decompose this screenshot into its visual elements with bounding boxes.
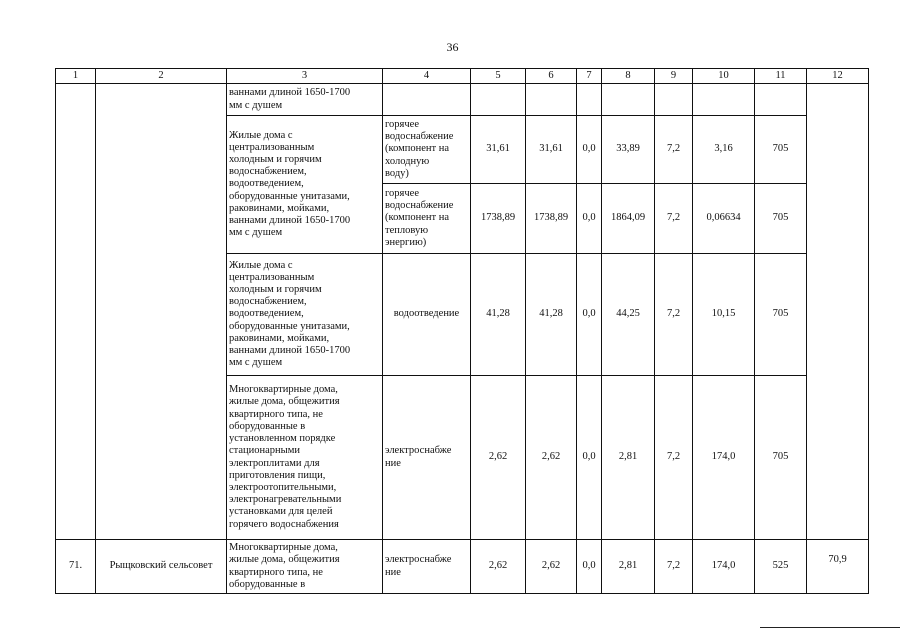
value-cell: 2,62 (526, 376, 577, 540)
description-cell: Многоквартирные дома, жилые дома, общежития квартирного типа, не оборудованные в установленном порядке стационарными электроплитами для приготовления пищи, электроотопительными, электронагревательными установками для целей горячего водоснабжения (227, 376, 383, 540)
settlement-cell: Рыщковский сельсовет (96, 540, 227, 594)
value-cell: 31,61 (471, 116, 526, 184)
header-cell: 12 (807, 69, 869, 84)
value-cell: 7,2 (655, 540, 693, 594)
resource-cell: электроснабже ние (383, 376, 471, 540)
value-cell: 0,0 (577, 376, 602, 540)
value-cell: 2,62 (471, 540, 526, 594)
value-cell: 2,81 (602, 376, 655, 540)
value-cell: 33,89 (602, 116, 655, 184)
value-cell: 1738,89 (526, 184, 577, 254)
header-cell: 7 (577, 69, 602, 84)
header-cell: 1 (56, 69, 96, 84)
value-cell: 2,62 (526, 540, 577, 594)
header-cell: 3 (227, 69, 383, 84)
value-cell: 0,0 (577, 254, 602, 376)
row-number-cell (56, 84, 96, 540)
tariff-table (55, 68, 869, 594)
col12-cell (807, 84, 869, 540)
row-number-cell: 71. (56, 540, 96, 594)
header-row (56, 69, 869, 84)
resource-cell: водоотведение (383, 254, 471, 376)
value-cell: 41,28 (471, 254, 526, 376)
value-cell: 0,0 (577, 184, 602, 254)
value-cell: 7,2 (655, 116, 693, 184)
value-cell: 705 (755, 254, 807, 376)
header-cell: 10 (693, 69, 755, 84)
header-cell: 9 (655, 69, 693, 84)
value-cell: 70,9 (807, 540, 869, 594)
value-cell: 31,61 (526, 116, 577, 184)
table-row (56, 540, 869, 594)
header-cell: 8 (602, 69, 655, 84)
header-cell: 4 (383, 69, 471, 84)
value-cell: 0,06634 (693, 184, 755, 254)
page-number: 36 (446, 40, 459, 54)
value-cell: 7,2 (655, 254, 693, 376)
value-cell: 525 (755, 540, 807, 594)
value-cell: 0,0 (577, 540, 602, 594)
value-cell: 1864,09 (602, 184, 655, 254)
value-cell: 3,16 (693, 116, 755, 184)
description-cell: Жилые дома с централизованным холодным и горячим водоснабжением, водоотведением, оборудованные унитазами, раковинами, мойками, ваннами длиной 1650-1700 мм с душем (227, 116, 383, 254)
value-cell: 41,28 (526, 254, 577, 376)
value-cell: 2,62 (471, 376, 526, 540)
scan-edge-line (760, 627, 900, 628)
value-cell: 174,0 (693, 540, 755, 594)
header-cell: 2 (96, 69, 227, 84)
value-cell: 1738,89 (471, 184, 526, 254)
value-cell: 10,15 (693, 254, 755, 376)
value-cell: 174,0 (693, 376, 755, 540)
resource-cell: электроснабже ние (383, 540, 471, 594)
header-cell: 11 (755, 69, 807, 84)
settlement-cell (96, 84, 227, 540)
table-row (56, 84, 869, 116)
value-cell: 705 (755, 116, 807, 184)
description-cell: ваннами длиной 1650-1700 мм с душем (227, 84, 383, 116)
value-cell: 0,0 (577, 116, 602, 184)
description-cell: Многоквартирные дома, жилые дома, общежития квартирного типа, не оборудованные в (227, 540, 383, 594)
resource-cell: горячее водоснабжение (компонент на холодную воду) (383, 116, 471, 184)
value-cell: 2,81 (602, 540, 655, 594)
value-cell: 705 (755, 184, 807, 254)
header-cell: 6 (526, 69, 577, 84)
value-cell: 44,25 (602, 254, 655, 376)
resource-cell: горячее водоснабжение (компонент на тепловую энергию) (383, 184, 471, 254)
header-cell: 5 (471, 69, 526, 84)
value-cell: 7,2 (655, 376, 693, 540)
value-cell: 7,2 (655, 184, 693, 254)
value-cell: 705 (755, 376, 807, 540)
description-cell: Жилые дома с централизованным холодным и горячим водоснабжением, водоотведением, оборудованные унитазами, раковинами, мойками, ваннами длиной 1650-1700 мм с душем (227, 254, 383, 376)
